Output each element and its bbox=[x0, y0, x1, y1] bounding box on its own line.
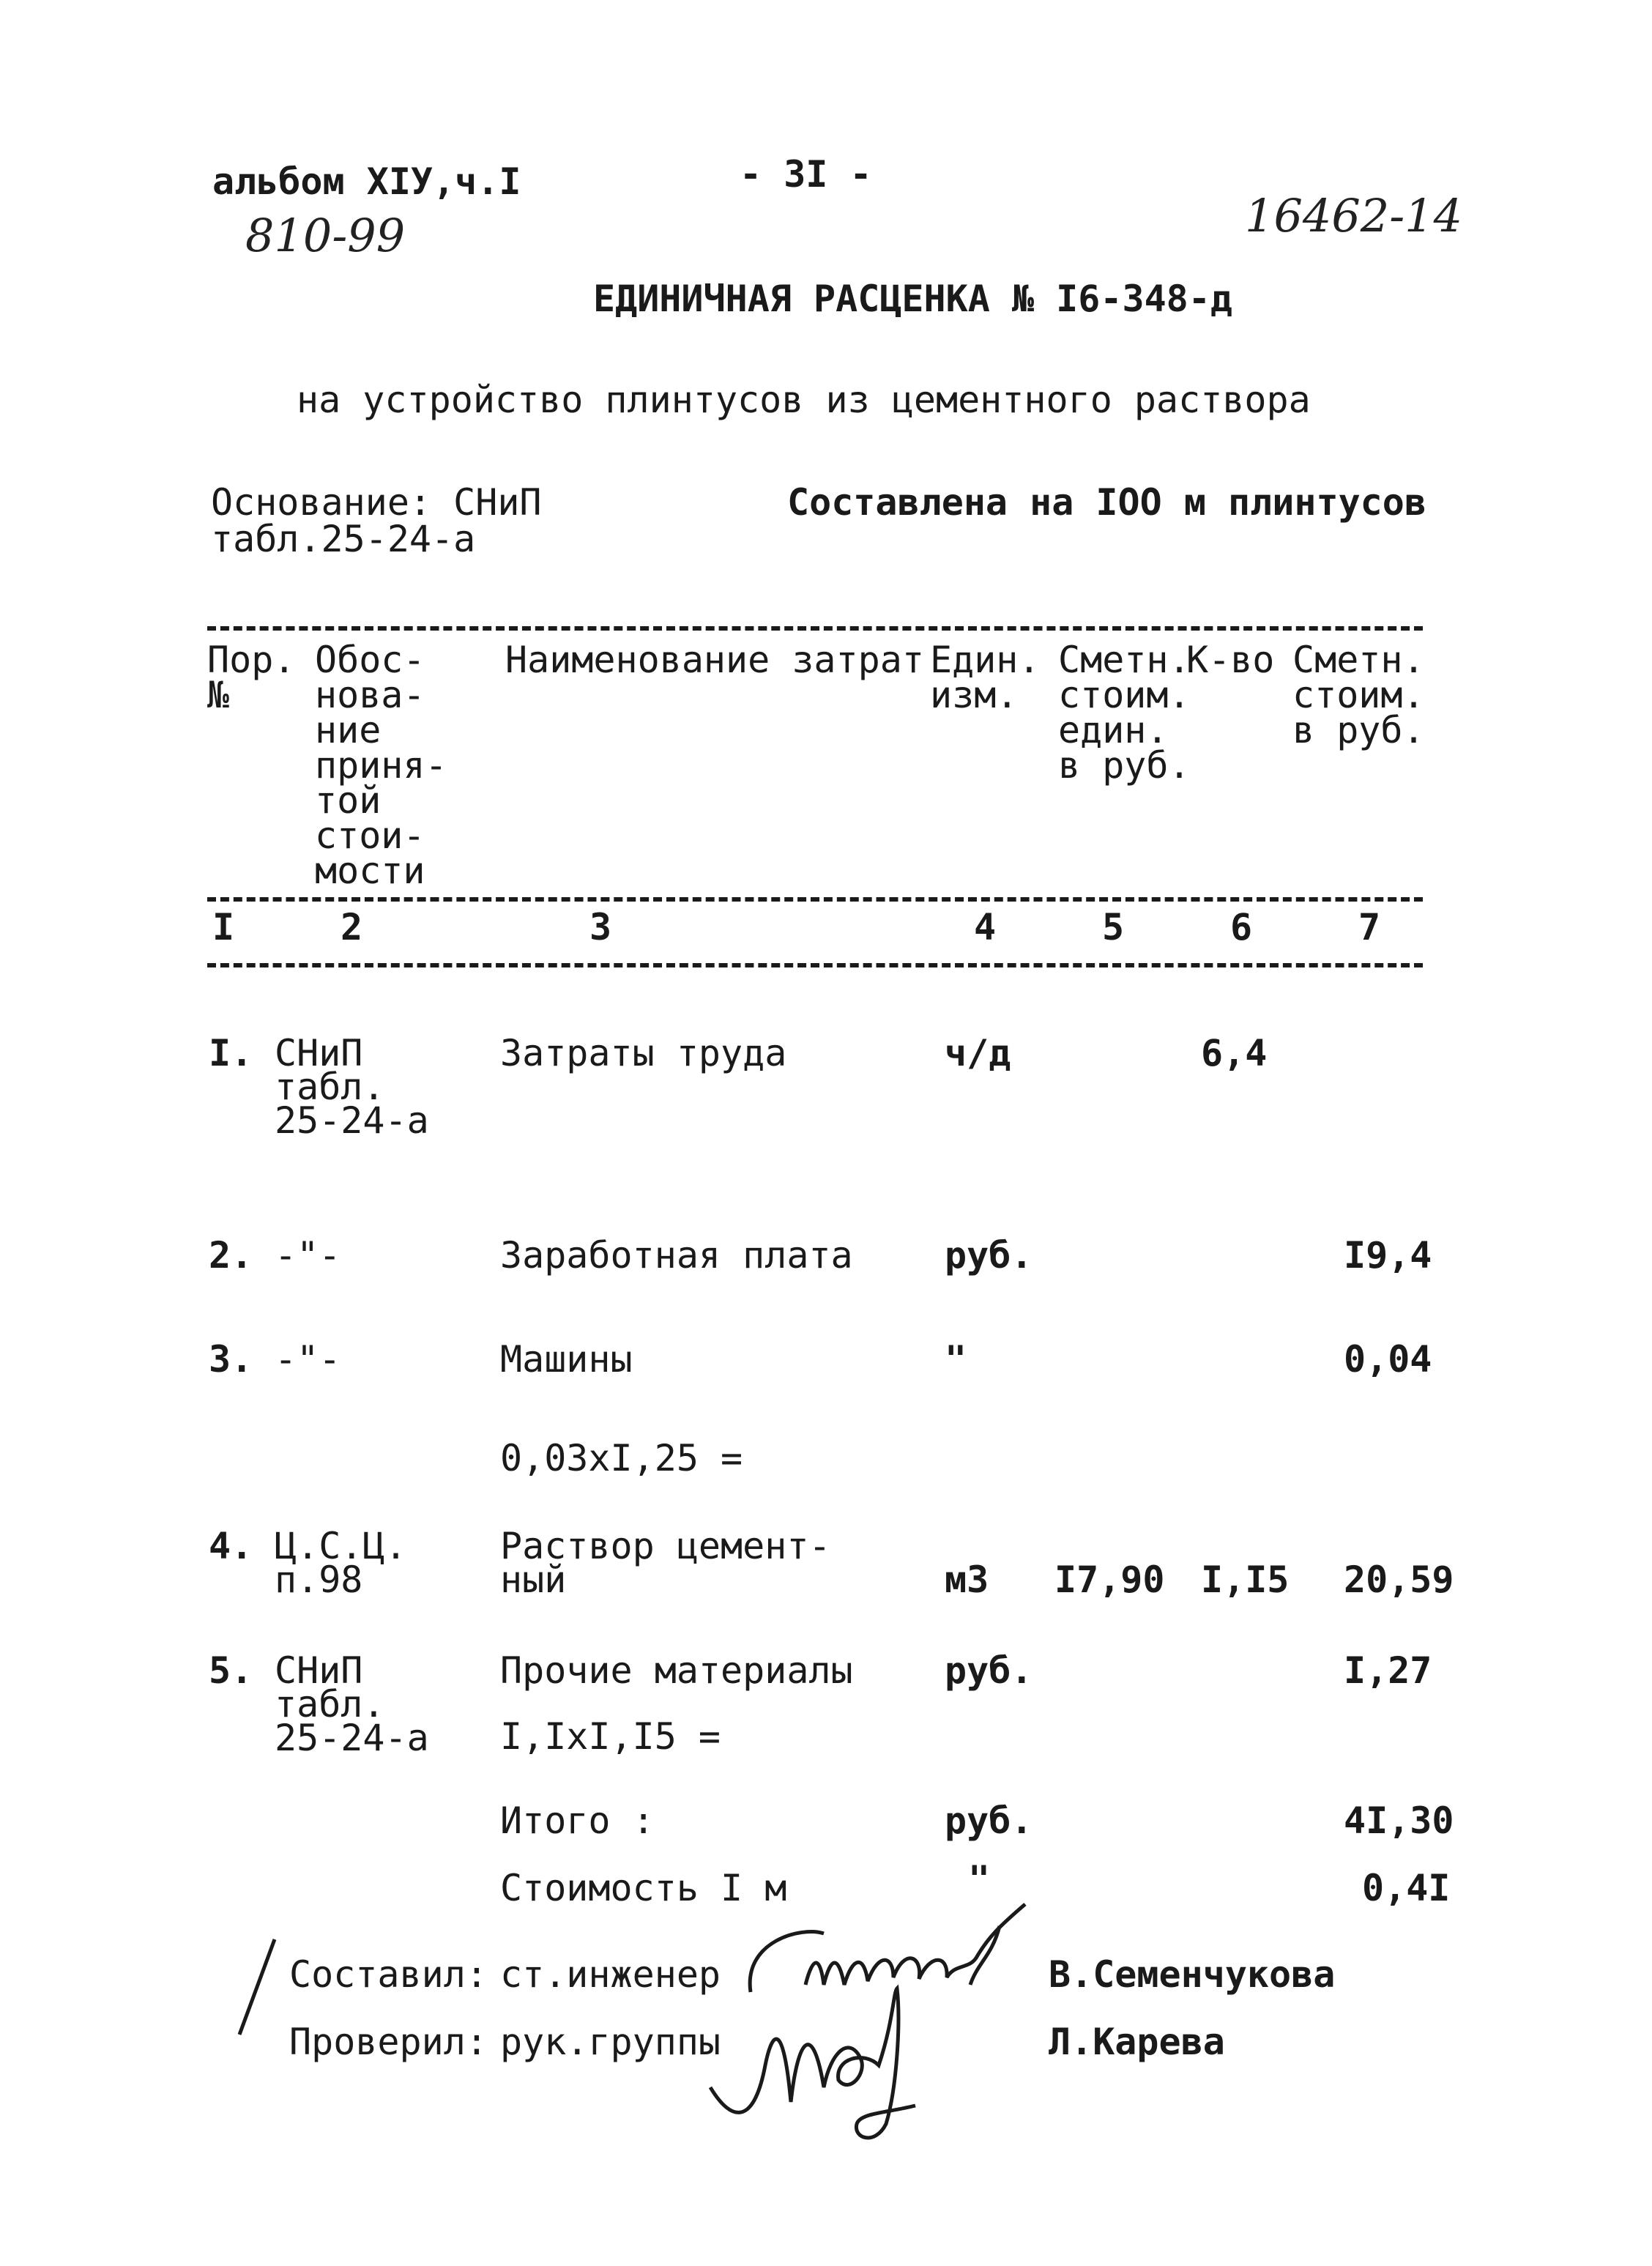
signature-checked bbox=[703, 1977, 952, 2146]
column-header-2: Обос- bbox=[315, 639, 425, 681]
composed-role: ст.инженер bbox=[500, 1953, 721, 1996]
checked-label: Проверил: bbox=[289, 2021, 488, 2063]
column-header-7: в руб. bbox=[1292, 709, 1425, 751]
composed-label: Составил: bbox=[289, 1953, 488, 1996]
column-number-2: 2 bbox=[341, 906, 363, 948]
row-name: Раствор цемент- bbox=[500, 1525, 831, 1567]
row-name: Заработная плата bbox=[500, 1234, 853, 1277]
row-basis: 25-24-а bbox=[275, 1099, 429, 1142]
row-basis: табл. bbox=[275, 1683, 385, 1725]
checked-name: Л.Карева bbox=[1049, 2021, 1225, 2063]
row-number: 3. bbox=[209, 1338, 253, 1381]
column-header-4: Един. bbox=[930, 639, 1041, 681]
row-unit: ч/д bbox=[945, 1032, 1011, 1074]
column-header-5: стоим. bbox=[1058, 674, 1191, 716]
column-header-2: мости bbox=[315, 850, 425, 892]
row-number: 2. bbox=[209, 1234, 253, 1277]
row-basis: -"- bbox=[275, 1338, 341, 1381]
itogo-value: 4I,30 bbox=[1344, 1799, 1454, 1842]
row-number: 4. bbox=[209, 1525, 253, 1567]
page-number: - 3I - bbox=[740, 153, 872, 196]
column-header-5: един. bbox=[1058, 709, 1169, 751]
column-number-4: 4 bbox=[974, 906, 997, 948]
column-header-1: № bbox=[207, 674, 230, 716]
row-name: Затраты труда bbox=[500, 1032, 787, 1074]
row-unit: м3 bbox=[945, 1559, 989, 1601]
column-header-5: Сметн. bbox=[1058, 639, 1191, 681]
cost-unit: " bbox=[968, 1858, 991, 1901]
album-label: альбом XIУ,ч.I bbox=[212, 160, 521, 203]
row-unit: руб. bbox=[945, 1649, 1033, 1692]
column-header-7: стоим. bbox=[1292, 674, 1425, 716]
column-header-3: Наименование затрат bbox=[505, 639, 924, 681]
column-number-3: 3 bbox=[589, 906, 612, 948]
row-unit-price: I7,90 bbox=[1054, 1559, 1165, 1601]
column-number-1: I bbox=[212, 906, 235, 948]
column-header-7: Сметн. bbox=[1292, 639, 1425, 681]
basis-line-1: Основание: СНиП bbox=[211, 481, 542, 524]
row-basis: табл. bbox=[275, 1066, 385, 1108]
column-header-2: ние bbox=[315, 709, 382, 751]
handwritten-note-right: 16462-14 bbox=[1245, 189, 1463, 242]
row-number: I. bbox=[209, 1032, 253, 1074]
column-header-2: стои- bbox=[315, 814, 425, 857]
row-quantity: 6,4 bbox=[1201, 1032, 1268, 1074]
row-name: I,IxI,I5 = bbox=[500, 1715, 721, 1758]
row-name: 0,03xI,25 = bbox=[500, 1437, 743, 1479]
row-basis: 25-24-а bbox=[275, 1717, 429, 1759]
basis-line-2: табл.25-24-а bbox=[211, 518, 476, 560]
row-name: Прочие материалы bbox=[500, 1649, 853, 1692]
row-total: 0,04 bbox=[1344, 1338, 1432, 1381]
row-basis: Ц.С.Ц. bbox=[275, 1525, 407, 1567]
row-total: 20,59 bbox=[1344, 1559, 1454, 1601]
document-subtitle: на устройство плинтусов из цементного раствора bbox=[297, 379, 1311, 421]
margin-slash-mark bbox=[231, 1933, 289, 2043]
cost-label: Стоимость I м bbox=[500, 1867, 787, 1909]
column-number-5: 5 bbox=[1102, 906, 1125, 948]
row-total: I9,4 bbox=[1344, 1234, 1432, 1277]
handwritten-note-left: 810-99 bbox=[245, 209, 406, 262]
row-quantity: I,I5 bbox=[1201, 1559, 1290, 1601]
row-unit: руб. bbox=[945, 1234, 1033, 1277]
checked-role: рук.группы bbox=[500, 2021, 721, 2063]
row-basis: -"- bbox=[275, 1234, 341, 1277]
numbers-bottom-rule bbox=[207, 963, 1423, 967]
row-basis: СНиП bbox=[275, 1649, 363, 1692]
row-name: ный bbox=[500, 1559, 567, 1601]
column-header-6: К-во bbox=[1186, 639, 1275, 681]
table-top-rule bbox=[207, 626, 1423, 631]
cost-value: 0,4I bbox=[1362, 1867, 1451, 1909]
row-number: 5. bbox=[209, 1649, 253, 1692]
column-header-2: приня- bbox=[315, 744, 447, 787]
column-header-2: нова- bbox=[315, 674, 425, 716]
row-name: Машины bbox=[500, 1338, 633, 1381]
row-total: I,27 bbox=[1344, 1649, 1432, 1692]
itogo-label: Итого : bbox=[500, 1799, 655, 1842]
itogo-unit: руб. bbox=[945, 1799, 1033, 1842]
column-number-6: 6 bbox=[1230, 906, 1253, 948]
column-header-1: Пор. bbox=[207, 639, 296, 681]
row-basis: СНиП bbox=[275, 1032, 363, 1074]
row-basis: п.98 bbox=[275, 1559, 363, 1601]
column-header-2: той bbox=[315, 779, 382, 822]
column-header-4: изм. bbox=[930, 674, 1019, 716]
document-title: ЕДИНИЧНАЯ РАСЦЕНКА № I6-348-д bbox=[593, 278, 1232, 320]
composed-name: В.Семенчукова bbox=[1049, 1953, 1336, 1996]
header-bottom-rule bbox=[207, 897, 1423, 902]
composed-for: Составлена на IOO м плинтусов bbox=[787, 481, 1426, 524]
column-header-5: в руб. bbox=[1058, 744, 1191, 787]
row-unit: " bbox=[945, 1338, 967, 1381]
column-number-7: 7 bbox=[1358, 906, 1381, 948]
